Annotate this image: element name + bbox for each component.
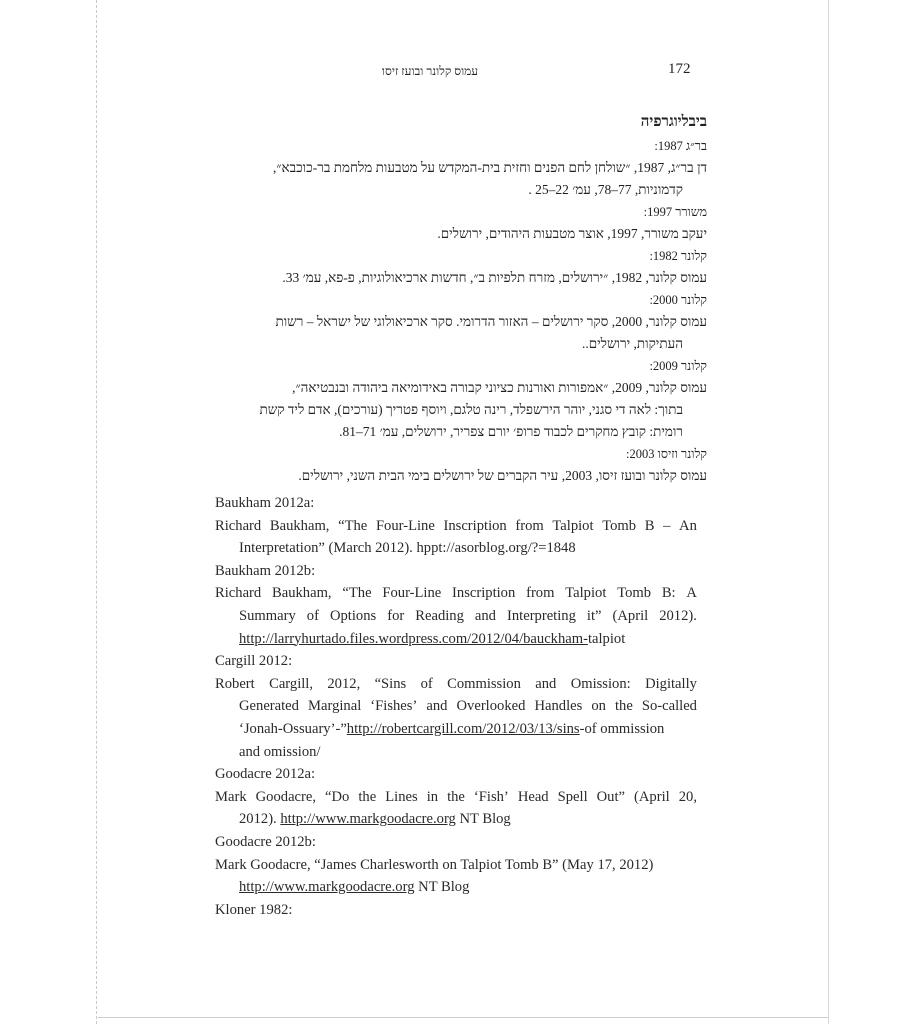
reference-word: from (515, 517, 544, 534)
reference-word: So-called (641, 698, 697, 715)
reference-word: Commission (447, 675, 521, 692)
reference-word: Spell (557, 788, 588, 805)
reference-word: Interpreting (507, 607, 576, 624)
reference-word: Handles (534, 698, 583, 715)
reference-text: 2012). (239, 811, 281, 828)
reference-word: from (526, 585, 555, 602)
english-entry-key: Baukham 2012b: (215, 562, 316, 579)
bibliography-heading: ביבליוגרפיה (640, 114, 707, 130)
reference-word: Mark (215, 788, 247, 805)
reference-word: Cargill, (269, 675, 314, 692)
reference-url-link[interactable]: http://www.markgoodacre.org (280, 811, 456, 828)
english-entry-line (215, 673, 697, 696)
english-entry-line: Mark Goodacre, “James Charlesworth on Talpiot Tomb B” (May 17, 2012) (215, 856, 654, 873)
reference-word: Omission: (570, 675, 631, 692)
reference-url-link[interactable]: http://robertcargill.com/2012/03/13/sins (346, 720, 580, 737)
english-entry-line (215, 605, 697, 628)
reference-word: Tomb (602, 517, 637, 534)
reference-word: An (679, 517, 697, 534)
reference-word: Baukham, (272, 585, 332, 602)
reference-word: Reading (415, 607, 464, 624)
reference-word: Digitally (645, 675, 697, 692)
reference-word: Four-Line (375, 517, 435, 534)
reference-word: and (426, 698, 448, 715)
hebrew-bibliography (187, 110, 707, 486)
reference-word: Inscription (443, 517, 507, 534)
reference-word: Marginal (308, 698, 362, 715)
hebrew-entry-key: קלונר 2000: (649, 293, 707, 307)
hebrew-entry-line: יעקב משורר, 1997, אוצר מטבעות היהודים, ירושלים. (437, 226, 707, 241)
reference-text: talpiot (587, 630, 626, 647)
reference-word: Out” (596, 788, 626, 805)
reference-word: B (644, 517, 655, 534)
hebrew-entry-line: רומית: קובץ מחקרים לכבוד פרופ׳ יורם צפריר, ירושלים, עמ׳ 71–81. (339, 424, 683, 439)
hebrew-entry-line: עמוס קלונר, 2009, ״אמפורות ואורנות כציוני קבורה באידומיאה ביהודה ובנבטיאה״, (292, 380, 707, 395)
hebrew-entry-line: בתוך: לאה די סגני, יוהר הירשפלד, רינה טלגם, ויוסף פטריך (עורכים), אדם ליד קשת (259, 402, 683, 417)
hebrew-entry-key: בר״ג 1987: (654, 139, 707, 153)
hebrew-entry-key: קלונר 1982: (649, 249, 707, 263)
reference-word: the (447, 788, 465, 805)
english-entry-line (215, 786, 697, 809)
english-entry-line (215, 628, 697, 651)
reference-word: and (474, 607, 496, 624)
english-entry-key: Goodacre 2012b: (215, 833, 316, 850)
reference-text: ‘Jonah-Ossuary’-” (239, 720, 347, 737)
english-entry-key: Goodacre 2012a: (215, 766, 316, 783)
reference-text: NT Blog (414, 879, 470, 896)
hebrew-entry-line: דן בר״ג, 1987, ״שולחן לחם הפנים וחזית בית-המקדש על מטבעות מלחמת בר-כוכבא״, (272, 160, 707, 175)
page-edge-right (828, 0, 829, 1024)
reference-word: Lines (385, 788, 418, 805)
reference-word: 2012). (659, 607, 697, 624)
hebrew-entry-line: קדמוניות, 77–78, עמ׳ 22–25 . (528, 182, 683, 197)
reference-word: Overlooked (456, 698, 526, 715)
reference-text: -of ommission (579, 720, 665, 737)
reference-word: A (686, 585, 697, 602)
reference-text: NT Blog (455, 811, 511, 828)
english-entry-line (215, 515, 697, 538)
reference-word: ‘Fish’ (473, 788, 509, 805)
english-entry-line (215, 808, 697, 831)
english-entry-line: Interpretation” (March 2012). hppt://asorblog.org/?=1848 (239, 540, 576, 557)
reference-word: Goodacre, (255, 788, 317, 805)
english-entry-key: Baukham 2012a: (215, 495, 315, 511)
running-header: עמוס קלונר ובועז זיסו (381, 64, 479, 78)
reference-word: 20, (678, 788, 697, 805)
reference-word: Robert (215, 675, 255, 692)
reference-word: in (426, 788, 439, 805)
english-entry-line: and omission/ (239, 743, 321, 760)
reference-word: Talpiot (565, 585, 607, 602)
reference-word: the (614, 698, 633, 715)
reference-word: and (535, 675, 557, 692)
reference-word: (April (634, 788, 670, 805)
reference-word: (April (612, 607, 649, 624)
reference-word: the (358, 788, 377, 805)
reference-word: – (663, 517, 671, 534)
english-entry-line (215, 695, 697, 718)
reference-word: “The (342, 585, 372, 602)
reference-word: Head (517, 788, 549, 805)
english-entry-line (215, 876, 697, 899)
reference-word: Richard (215, 517, 262, 534)
hebrew-entry-key: משורר 1997: (643, 205, 707, 219)
reference-word: Generated (239, 698, 299, 715)
reference-word: ‘Fishes’ (370, 698, 418, 715)
english-entry-line (215, 718, 697, 741)
hebrew-entry-line: עמוס קלונר, 1982, ״ירושלים, מזרח תלפיות ב״, חדשות ארכיאולוגיות, פ-פא, עמ׳ 33. (282, 270, 707, 285)
english-entry-key: Kloner 1982: (215, 901, 293, 918)
reference-word: “Sins (374, 675, 407, 692)
reference-word: it” (586, 607, 602, 624)
hebrew-entry-line: העתיקות, ירושלים.. (581, 336, 683, 351)
english-entry-key: Cargill 2012: (215, 653, 293, 670)
reference-word: B: (661, 585, 676, 602)
reference-word: of (420, 675, 433, 692)
reference-word: “The (338, 517, 368, 534)
reference-word: “Do (325, 788, 350, 805)
reference-word: for (387, 607, 405, 624)
reference-word: Talpiot (552, 517, 594, 534)
hebrew-entry-key: קלונר 2009: (649, 359, 707, 373)
english-entry-line (215, 582, 697, 605)
page-edge-bottom (98, 1017, 828, 1018)
reference-word: Inscription (452, 585, 516, 602)
reference-url-link[interactable]: http://www.markgoodacre.org (239, 879, 415, 896)
reference-url-link[interactable]: http://larryhurtado.files.wordpress.com/2012/04/bauckham- (239, 630, 588, 647)
reference-word: Options (329, 607, 377, 624)
english-bibliography (215, 492, 697, 921)
page-number: 172 (668, 61, 691, 77)
reference-word: Richard (215, 585, 262, 602)
reference-word: Four-Line (382, 585, 442, 602)
hebrew-entry-line: עמוס קלונר ובועז זיסו, 2003, עיר הקברים של ירושלים בימי הבית השני, ירושלים. (298, 468, 707, 483)
reference-word: Summary (239, 607, 296, 624)
reference-word: 2012, (327, 675, 361, 692)
reference-word: on (591, 698, 606, 715)
page-edge-left (96, 0, 97, 1024)
reference-word: of (306, 607, 319, 624)
hebrew-entry-line: עמוס קלונר, 2000, סקר ירושלים – האזור הדרומי. סקר ארכיאולוגי של ישראל – רשות (275, 314, 707, 329)
hebrew-entry-key: קלונר וזיסו 2003: (626, 447, 707, 461)
reference-word: Tomb (617, 585, 652, 602)
reference-word: Baukham, (269, 517, 330, 534)
